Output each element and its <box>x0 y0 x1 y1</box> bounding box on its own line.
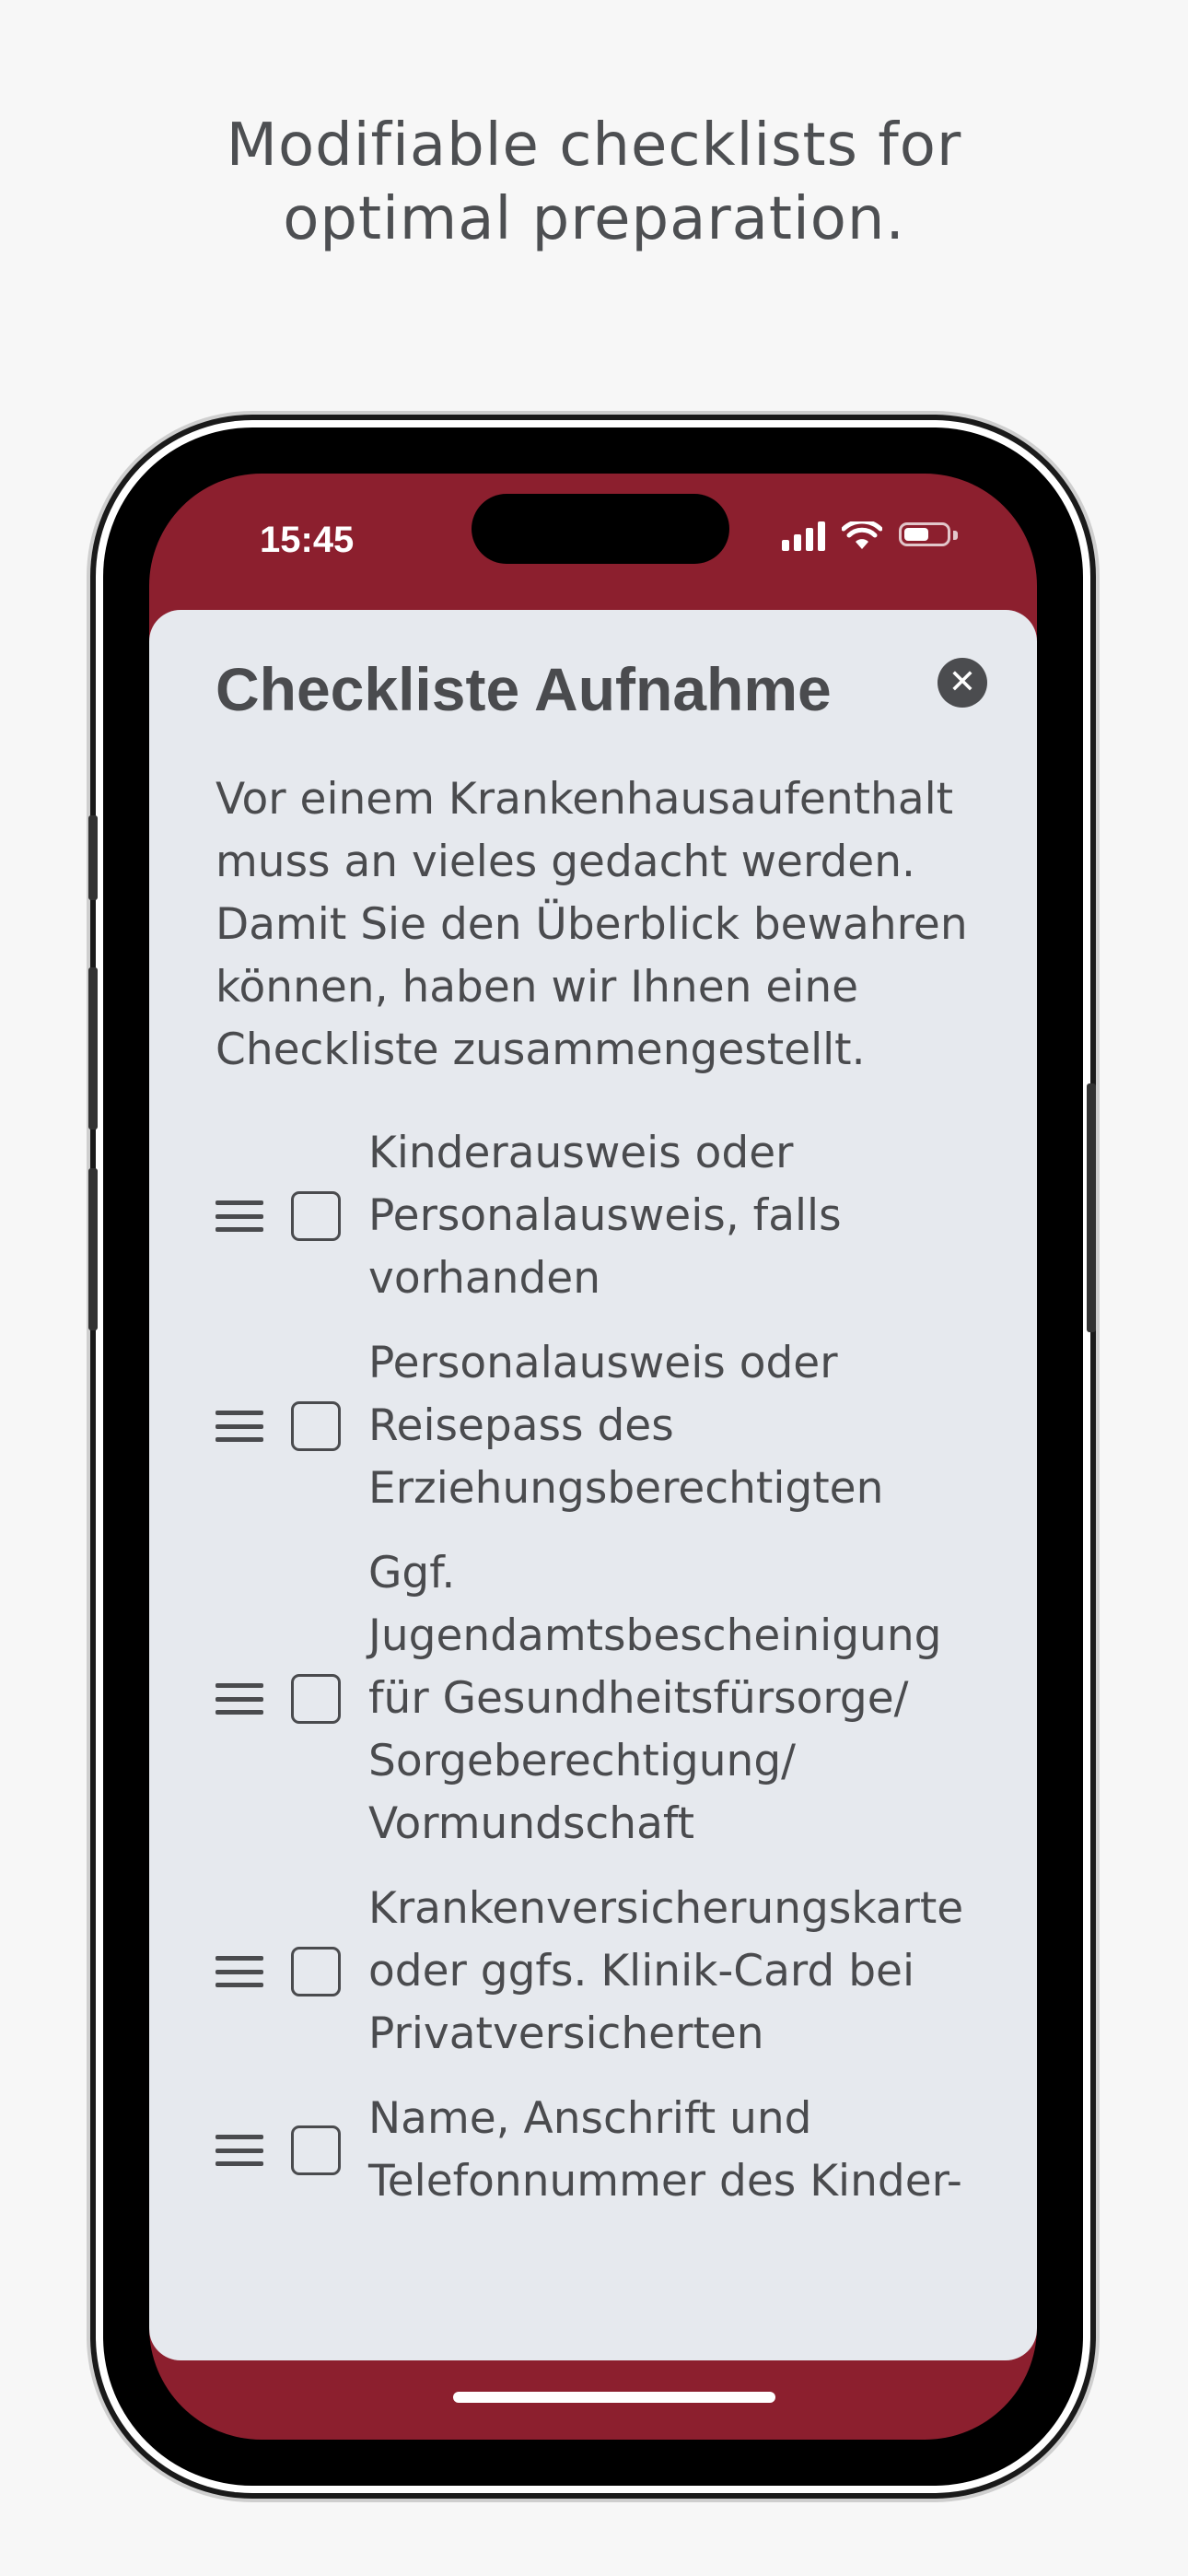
drag-handle-icon[interactable] <box>215 1956 263 1987</box>
item-checkbox[interactable] <box>291 1401 341 1451</box>
item-label: Personalausweis oder Reisepass des Erziehungsberechtigten <box>368 1338 884 1514</box>
dynamic-island <box>472 494 729 564</box>
battery-icon <box>899 522 960 550</box>
drag-handle-icon[interactable] <box>215 1683 263 1715</box>
volume-down-button <box>88 1168 98 1330</box>
phone-screen <box>149 474 1037 2440</box>
close-button[interactable] <box>938 658 987 708</box>
status-time: 15:45 <box>260 520 355 560</box>
intro-text: Vor einem Krankenhausaufenthalt muss an vieles gedacht werden. Damit Sie den Überblick bewahren können, haben wir Ihnen eine Checkliste zusammengestellt. <box>215 774 968 1075</box>
checklist-item <box>215 1332 1017 1520</box>
phone-frame <box>96 420 1090 2493</box>
checklist-item <box>215 2088 1017 2213</box>
item-label: Ggf. Jugendamtsbescheinigung für Gesundheitsfürsorge/ Sorgeberechtigung/ Vormundschaft <box>368 1548 942 1849</box>
status-icons <box>782 521 960 551</box>
action-button <box>88 815 98 900</box>
close-icon: ✕ <box>948 663 977 701</box>
checklist-item <box>215 1542 1017 1856</box>
item-checkbox[interactable] <box>291 1947 341 1996</box>
item-label: Kinderausweis oder Personalausweis, falls vorhanden <box>368 1128 842 1304</box>
checklist-item <box>215 1122 1017 1310</box>
home-indicator[interactable] <box>453 2392 775 2403</box>
checklist <box>215 1122 1017 2235</box>
item-checkbox[interactable] <box>291 1191 341 1241</box>
drag-handle-icon[interactable] <box>215 1200 263 1232</box>
volume-up-button <box>88 967 98 1130</box>
cellular-signal-icon <box>782 521 825 551</box>
item-label: Krankenversicherungskarte oder ggfs. Klinik-Card bei Privatversicherten <box>368 1883 964 2059</box>
sheet-title: Checkliste Aufnahme <box>215 655 832 723</box>
power-button <box>1087 1083 1096 1332</box>
phone-body <box>103 427 1083 2486</box>
item-label: Name, Anschrift und Telefonnummer des Kinder- <box>368 2093 962 2207</box>
item-checkbox[interactable] <box>291 1674 341 1724</box>
drag-handle-icon[interactable] <box>215 2135 263 2166</box>
checklist-sheet <box>149 610 1037 2360</box>
promo-headline: Modifiable checklists for optimal preparation. <box>226 111 962 253</box>
checklist-item <box>215 1878 1017 2066</box>
item-checkbox[interactable] <box>291 2125 341 2175</box>
drag-handle-icon[interactable] <box>215 1411 263 1442</box>
wifi-icon <box>842 521 882 551</box>
